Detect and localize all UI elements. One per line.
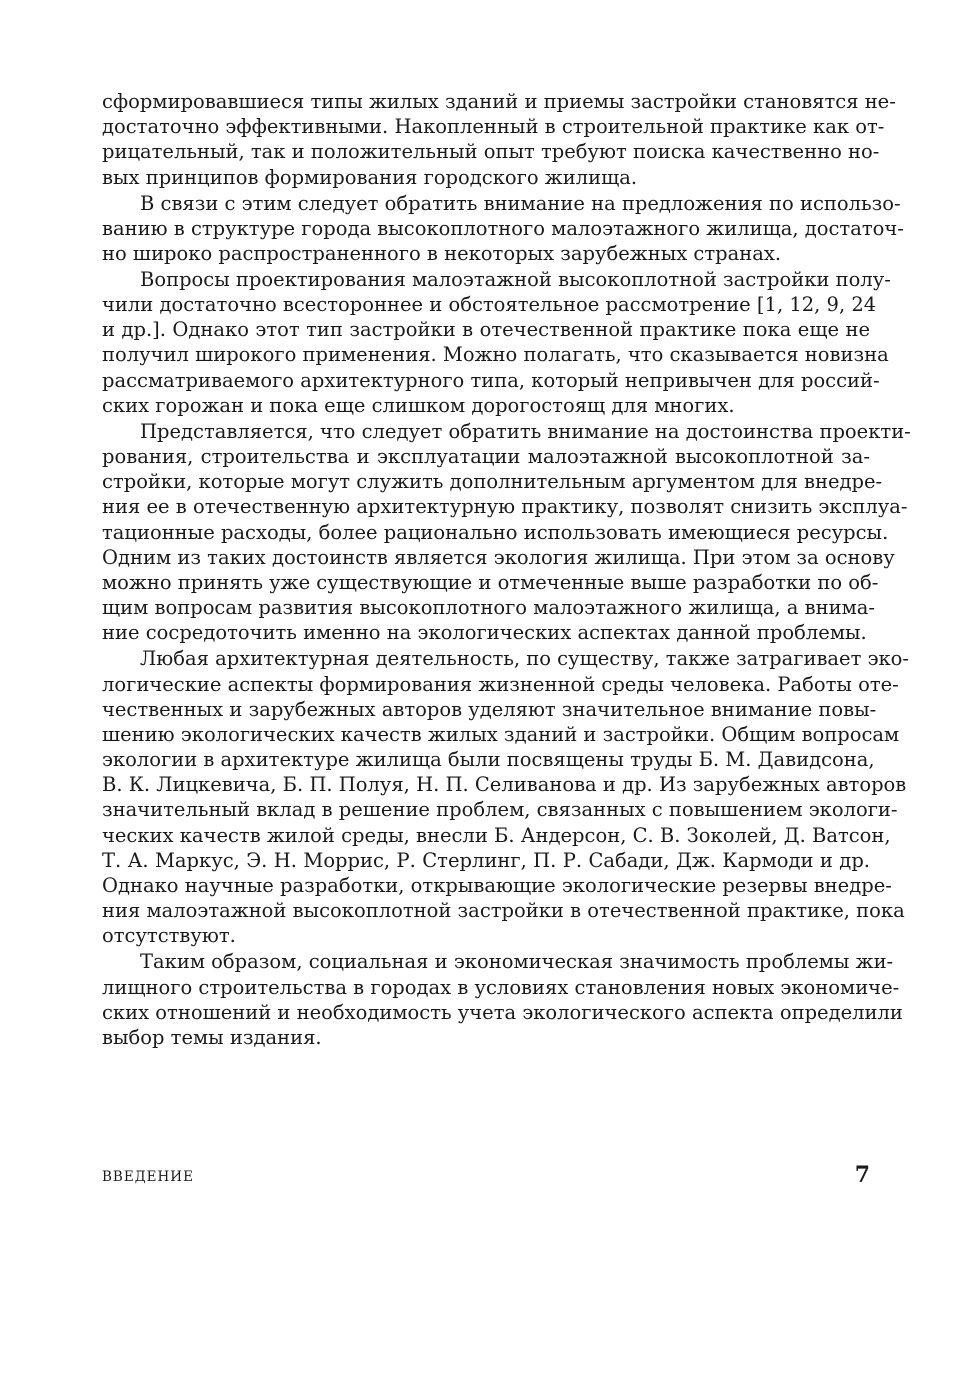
text-line: выбор темы издания. [102, 1025, 322, 1049]
text-line: ния ее в отечественную архитектурную практику, позволят снизить эксплуа- [102, 495, 908, 519]
text-line: можно принять уже существующие и отмеченные выше разработки по об- [102, 570, 879, 594]
text-line: достаточно эффективными. Накопленный в строительной практике как от- [102, 115, 885, 139]
text-line: и др.]. Однако этот тип застройки в отечественной практике пока еще не [102, 318, 870, 342]
text-line: В. К. Лицкевича, Б. П. Полуя, Н. П. Селиванова и др. Из зарубежных авторов [102, 773, 907, 797]
text-line: лищного строительства в городах в условиях становления новых экономиче- [102, 975, 900, 999]
text-line: ние сосредоточить именно на экологических аспектах данной проблемы. [102, 621, 867, 645]
text-line: рассматриваемого архитектурного типа, который непривычен для россий- [102, 368, 880, 392]
running-footer-section: ВВЕДЕНИЕ [102, 1169, 194, 1185]
text-line: ских отношений и необходимость учета экологического аспекта определили [102, 1000, 903, 1024]
text-line: шению экологических качеств жилых зданий и застройки. Общим вопросам [102, 722, 900, 746]
text-line: Одним из таких достоинств является экология жилища. При этом за основу [102, 545, 895, 569]
body-text [102, 89, 911, 1050]
text-line: чили достаточно всестороннее и обстоятельное рассмотрение [1, 12, 9, 24 [102, 293, 877, 317]
paragraph-first-line: Таким образом, социальная и экономическая значимость проблемы жи- [140, 950, 894, 974]
text-line: рицательный, так и положительный опыт требуют поиска качественно но- [102, 140, 880, 164]
paragraph-first-line: Любая архитектурная деятельность, по существу, также затрагивает эко- [140, 647, 910, 671]
text-line: отсутствуют. [102, 924, 236, 948]
text-line: получил широкого применения. Можно полагать, что сказывается новизна [102, 343, 889, 367]
paragraph-first-line: Представляется, что следует обратить внимание на достоинства проекти- [140, 419, 911, 443]
text-line: логические аспекты формирования жизненной среды человека. Работы оте- [102, 672, 899, 696]
text-line: экологии в архитектуре жилища были посвящены труды Б. М. Давидсона, [102, 748, 875, 772]
text-line: ских горожан и пока еще слишком дорогостоящ для многих. [102, 393, 735, 417]
text-line: щим вопросам развития высокоплотного малоэтажного жилища, а внима- [102, 596, 875, 620]
text-line: ванию в структуре города высокоплотного малоэтажного жилища, достаточ- [102, 216, 904, 240]
text-line: рования, строительства и эксплуатации малоэтажной высокоплотной за- [102, 445, 870, 469]
text-line: но широко распространенного в некоторых зарубежных странах. [102, 241, 782, 265]
text-line: стройки, которые могут служить дополнительным аргументом для внедре- [102, 470, 883, 494]
text-line: чественных и зарубежных авторов уделяют значительное внимание повы- [102, 697, 877, 721]
text-line: значительный вклад в решение проблем, связанных с повышением экологи- [102, 798, 898, 822]
text-line: вых принципов формирования городского жилища. [102, 165, 638, 189]
page-number: 7 [854, 1162, 870, 1188]
paragraph-first-line: В связи с этим следует обратить внимание на предложения по использо- [140, 191, 901, 215]
text-line: тационные расходы, более рационально использовать имеющиеся ресурсы. [102, 520, 889, 544]
text-line: сформировавшиеся типы жилых зданий и приемы застройки становятся не- [102, 90, 896, 113]
text-line: ческих качеств жилой среды, внесли Б. Андерсон, С. В. Зоколей, Д. Ватсон, [102, 823, 891, 847]
text-line: ния малоэтажной высокоплотной застройки в отечественной практике, пока [102, 899, 905, 923]
text-line: Т. А. Маркус, Э. Н. Моррис, Р. Стерлинг, П. Р. Сабади, Дж. Кармоди и др. [102, 848, 870, 872]
text-line: Однако научные разработки, открывающие экологические резервы внедре- [102, 874, 892, 897]
paragraph-first-line: Вопросы проектирования малоэтажной высокоплотной застройки полу- [140, 267, 891, 291]
